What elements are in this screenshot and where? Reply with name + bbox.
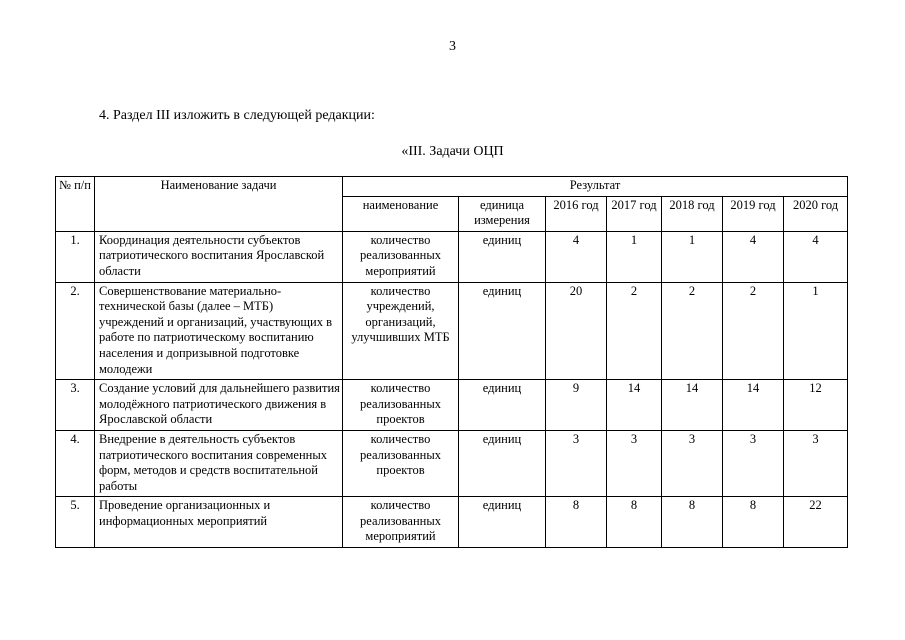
header-row-top [56,177,848,197]
value-2016: 4 [546,231,607,282]
header-unit: единица измерения [459,196,546,231]
value-2017: 2 [607,282,662,380]
task-name: Создание условий для дальнейшего развития молодёжного патриотического движения в Ярославской области [95,380,343,431]
unit: единиц [459,497,546,548]
value-2018: 8 [662,497,723,548]
header-year-2018: 2018 год [662,196,723,231]
header-task: Наименование задачи [95,177,343,232]
tasks-table [55,176,848,548]
header-year-2019: 2019 год [723,196,784,231]
value-2020: 4 [784,231,848,282]
row-number: 5. [56,497,95,548]
value-2016: 3 [546,430,607,496]
unit: единиц [459,282,546,380]
page-number: 3 [449,39,456,54]
value-2018: 3 [662,430,723,496]
header-num: № п/п [56,177,95,232]
value-2017: 3 [607,430,662,496]
unit: единиц [459,380,546,431]
value-2020: 12 [784,380,848,431]
value-2017: 14 [607,380,662,431]
unit: единиц [459,430,546,496]
section-title: «III. Задачи ОЦП [401,144,504,159]
value-2018: 14 [662,380,723,431]
indicator-name: количество реализованных проектов [343,430,459,496]
row-number: 1. [56,231,95,282]
indicator-name: количество реализованных мероприятий [343,231,459,282]
header-name: наименование [343,196,459,231]
value-2019: 4 [723,231,784,282]
task-name: Совершенствование материально-технической базы (далее – МТБ) учреждений и организаций, участвующих в работе по патриотическому воспитанию населения и допризывной подготовке молодежи [95,282,343,380]
table-row [56,282,848,380]
value-2017: 8 [607,497,662,548]
value-2019: 3 [723,430,784,496]
task-name: Внедрение в деятельность субъектов патриотического воспитания современных форм, методов и средств воспитательной работы [95,430,343,496]
header-year-2017: 2017 год [607,196,662,231]
value-2017: 1 [607,231,662,282]
header-year-2020: 2020 год [784,196,848,231]
value-2020: 1 [784,282,848,380]
task-name: Координация деятельности субъектов патриотического воспитания Ярославской области [95,231,343,282]
header-result: Результат [343,177,848,197]
row-number: 3. [56,380,95,431]
value-2019: 8 [723,497,784,548]
value-2020: 22 [784,497,848,548]
table-row [56,231,848,282]
value-2016: 8 [546,497,607,548]
row-number: 2. [56,282,95,380]
indicator-name: количество реализованных мероприятий [343,497,459,548]
value-2016: 20 [546,282,607,380]
table-row [56,497,848,548]
indicator-name: количество реализованных проектов [343,380,459,431]
value-2016: 9 [546,380,607,431]
value-2018: 1 [662,231,723,282]
unit: единиц [459,231,546,282]
value-2020: 3 [784,430,848,496]
value-2019: 14 [723,380,784,431]
table-row [56,380,848,431]
value-2019: 2 [723,282,784,380]
indicator-name: количество учреждений, организаций, улучшивших МТБ [343,282,459,380]
task-name: Проведение организационных и информационных мероприятий [95,497,343,548]
row-number: 4. [56,430,95,496]
header-year-2016: 2016 год [546,196,607,231]
value-2018: 2 [662,282,723,380]
intro-text: 4. Раздел III изложить в следующей редакции: [99,108,375,123]
table-row [56,430,848,496]
